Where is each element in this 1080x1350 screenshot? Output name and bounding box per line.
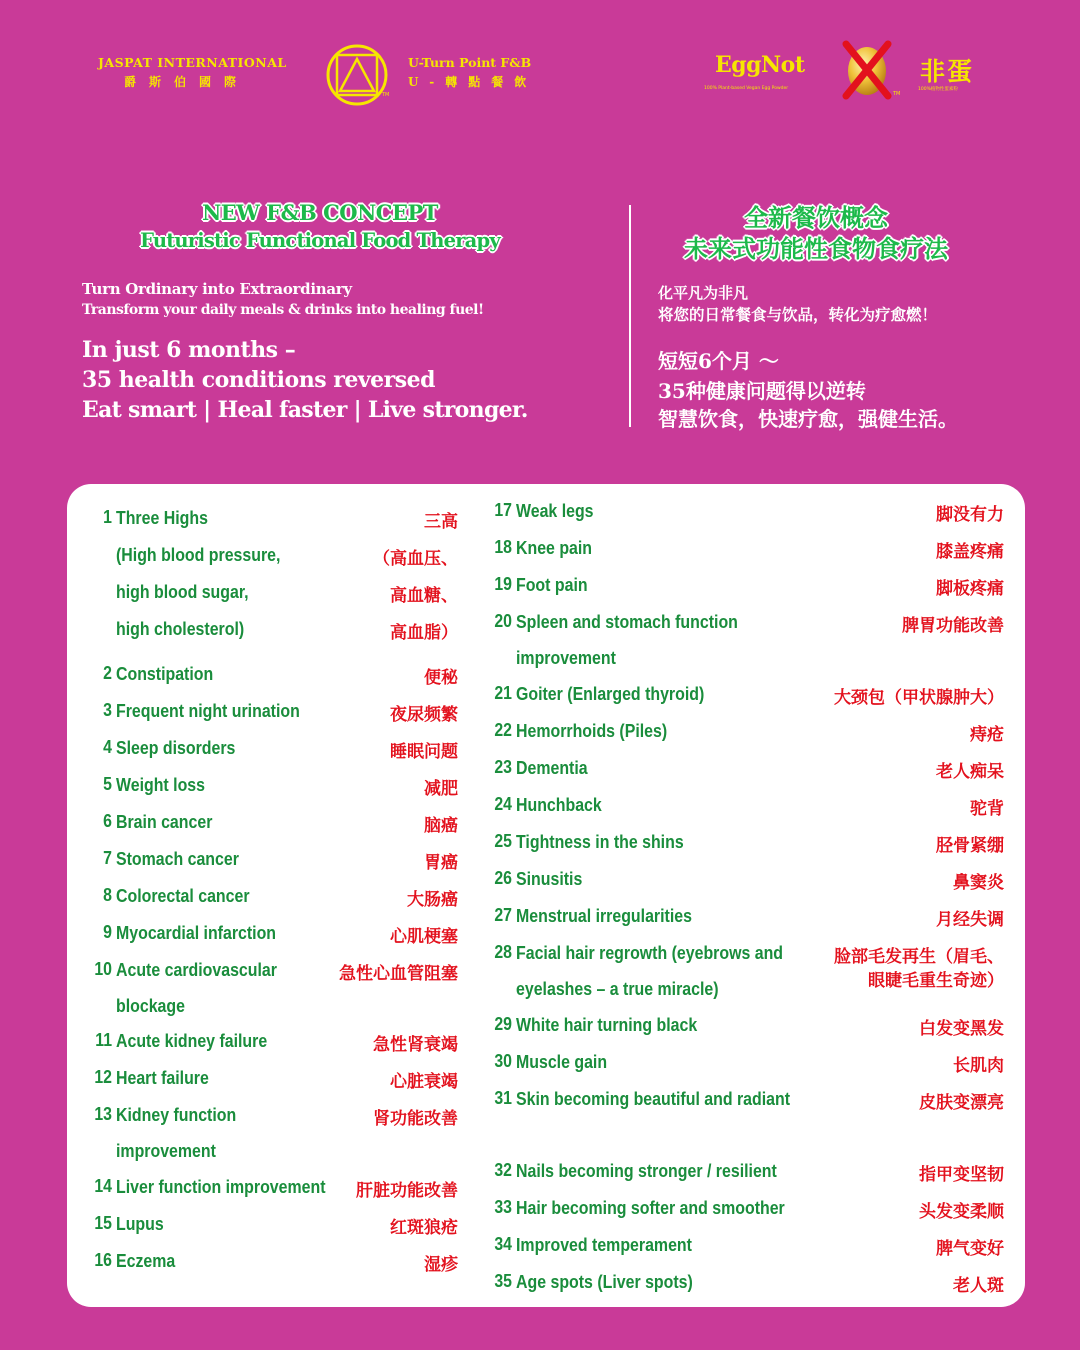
list-item — [88, 1067, 458, 1097]
item-label-en: Spleen and stomach function — [516, 611, 738, 632]
item-number: 13 — [94, 1104, 112, 1124]
heading-en-title: NEW F&B CONCEPT — [202, 200, 438, 225]
item-label-zh: 高血糖、 — [390, 586, 458, 606]
item-number: 35 — [494, 1271, 512, 1291]
item-label-zh: 心肌梗塞 — [390, 927, 458, 947]
list-item — [88, 885, 458, 915]
company-name-zh: 爵斯伯國際 — [124, 75, 250, 89]
item-label-en: high blood sugar, — [116, 581, 249, 602]
list-item — [488, 942, 1004, 999]
list-item — [88, 581, 458, 611]
item-label-zh: 湿疹 — [424, 1255, 458, 1275]
item-label-en: Nails becoming stronger / resilient — [516, 1160, 777, 1181]
claim-en-1: In just 6 months – — [82, 337, 296, 363]
item-label-en: Myocardial infarction — [116, 922, 277, 943]
claim-zh-3: 智慧饮食，快速疗愈，强健生活。 — [658, 407, 958, 431]
item-label-en: Improved temperament — [516, 1234, 692, 1255]
tagline-en-2: Transform your daily meals & drinks into healing fuel! — [82, 302, 484, 318]
item-number: 20 — [494, 611, 512, 631]
item-label-zh: 胃癌 — [424, 853, 458, 873]
item-label-en: Kidney function — [116, 1104, 237, 1125]
list-item — [88, 663, 458, 693]
item-label-zh: 便秘 — [424, 668, 458, 688]
item-number: 11 — [95, 1030, 112, 1050]
item-label-en: Acute kidney failure — [116, 1030, 268, 1051]
item-number: 4 — [103, 737, 112, 757]
tagline-zh-1: 化平凡为非凡 — [658, 284, 749, 302]
item-label-zh: 肾功能改善 — [373, 1109, 458, 1129]
list-item — [88, 700, 458, 730]
item-label-zh: 睡眠问题 — [390, 742, 458, 762]
item-label-zh: 脚没有力 — [936, 505, 1004, 525]
item-label-zh: 驼背 — [970, 799, 1004, 819]
heading-zh-title: 全新餐饮概念 — [744, 203, 888, 232]
item-label-en: Constipation — [116, 663, 214, 684]
list-item — [488, 720, 1004, 750]
list-item — [88, 959, 458, 1016]
item-label-en: Hair becoming softer and smoother — [516, 1197, 785, 1218]
item-number: 32 — [494, 1160, 512, 1180]
item-label-zh: 指甲变坚韧 — [919, 1165, 1004, 1185]
item-label-zh: 脚板疼痛 — [936, 579, 1004, 599]
item-label-zh: 夜尿频繁 — [390, 705, 458, 725]
item-label-en-cont: blockage — [116, 995, 185, 1016]
list-item — [488, 1271, 1004, 1301]
item-number: 2 — [103, 663, 112, 683]
item-number: 14 — [94, 1176, 112, 1196]
item-label-en: Lupus — [116, 1213, 164, 1234]
list-item — [488, 831, 1004, 861]
item-number: 18 — [494, 537, 512, 557]
item-number: 10 — [94, 959, 112, 979]
item-label-en: Hunchback — [516, 794, 602, 815]
list-item — [488, 1014, 1004, 1044]
tagline-zh-2: 将您的日常餐食与饮品，转化为疗愈燃！ — [658, 305, 938, 324]
list-item — [488, 574, 1004, 604]
item-number: 21 — [494, 683, 512, 703]
list-item — [88, 1213, 458, 1243]
item-label-zh: 痔疮 — [970, 725, 1004, 745]
heading-zh-subtitle: 未来式功能性食物食疗法 — [684, 234, 948, 263]
item-label-zh-cont: 眼睫毛重生奇迹） — [868, 971, 1004, 991]
item-label-en: Sleep disorders — [116, 737, 236, 758]
item-number: 5 — [103, 774, 112, 794]
list-item — [88, 774, 458, 804]
item-number: 23 — [494, 757, 512, 777]
item-label-en: Liver function improvement — [116, 1176, 326, 1197]
item-label-zh: （高血压、 — [373, 549, 458, 569]
item-label-zh: 脾气变好 — [936, 1239, 1004, 1259]
feidan-logo: 非蛋 — [920, 57, 975, 86]
list-item — [88, 848, 458, 878]
logo-tm: TM — [382, 92, 390, 98]
item-number: 25 — [494, 831, 512, 851]
item-number: 27 — [494, 905, 512, 925]
item-number: 7 — [103, 848, 112, 868]
list-item — [488, 794, 1004, 824]
list-item — [88, 544, 458, 574]
item-label-zh: 膝盖疼痛 — [936, 542, 1004, 562]
item-label-zh: 白发变黑发 — [919, 1019, 1004, 1039]
item-label-zh: 急性心血管阻塞 — [339, 964, 458, 984]
item-label-zh: 心脏衰竭 — [390, 1072, 458, 1092]
eggnot-logo: EggNot — [715, 52, 805, 78]
item-number: 34 — [494, 1234, 512, 1254]
list-item — [488, 1197, 1004, 1227]
item-label-zh: 长肌肉 — [953, 1056, 1004, 1076]
item-label-zh: 胫骨紧绷 — [936, 836, 1004, 856]
item-label-zh: 脾胃功能改善 — [902, 616, 1004, 636]
list-item — [488, 1088, 1004, 1118]
item-label-zh: 三高 — [424, 512, 458, 532]
item-label-en: high cholesterol) — [116, 618, 245, 639]
item-label-zh: 减肥 — [424, 779, 458, 799]
item-number: 24 — [494, 794, 512, 814]
tagline-en-1: Turn Ordinary into Extraordinary — [82, 280, 352, 298]
list-item — [88, 811, 458, 841]
product-tm: TM — [893, 91, 901, 97]
item-label-en: Hemorrhoids (Piles) — [516, 720, 668, 741]
item-label-zh: 大颈包（甲状腺肿大） — [834, 688, 1004, 708]
item-label-en: Tightness in the shins — [516, 831, 684, 852]
list-item — [488, 1051, 1004, 1081]
item-label-zh: 老人痴呆 — [936, 762, 1004, 782]
item-number: 26 — [494, 868, 512, 888]
list-item — [88, 1030, 458, 1060]
item-label-zh: 老人斑 — [953, 1276, 1004, 1296]
item-number: 8 — [103, 885, 112, 905]
item-label-en: Dementia — [516, 757, 588, 778]
item-number: 1 — [103, 507, 112, 527]
item-label-zh: 大肠癌 — [407, 890, 458, 910]
item-label-zh: 急性肾衰竭 — [373, 1035, 458, 1055]
item-label-en-cont: improvement — [516, 647, 616, 668]
item-label-en: Facial hair regrowth (eyebrows and — [516, 942, 784, 963]
item-number: 6 — [103, 811, 112, 831]
item-label-zh: 头发变柔顺 — [919, 1202, 1004, 1222]
list-item — [488, 757, 1004, 787]
item-label-en: White hair turning black — [516, 1014, 698, 1035]
item-number: 29 — [494, 1014, 512, 1034]
item-label-en: Knee pain — [516, 537, 593, 558]
item-label-en: Age spots (Liver spots) — [516, 1271, 693, 1292]
item-label-en: Muscle gain — [516, 1051, 608, 1072]
item-number: 28 — [494, 942, 512, 962]
list-item — [88, 618, 458, 648]
item-label-en: (High blood pressure, — [116, 544, 281, 565]
item-label-en: Heart failure — [116, 1067, 209, 1088]
list-item — [488, 683, 1004, 713]
item-number: 33 — [494, 1197, 512, 1217]
item-label-zh: 红斑狼疮 — [390, 1218, 458, 1238]
item-label-en: Weak legs — [516, 500, 594, 521]
list-item — [88, 1176, 458, 1206]
item-number: 30 — [494, 1051, 512, 1071]
item-label-zh: 鼻窦炎 — [953, 873, 1004, 893]
item-label-en: Menstrual irregularities — [516, 905, 692, 926]
list-item — [88, 922, 458, 952]
heading-en-subtitle: Futuristic Functional Food Therapy — [140, 229, 500, 252]
item-number: 19 — [494, 574, 512, 594]
claim-en-2: 35 health conditions reversed — [82, 367, 435, 393]
crossed-egg-icon — [838, 38, 896, 100]
item-number: 15 — [94, 1213, 112, 1233]
feidan-subtitle: 100%植物性蛋素粉 — [918, 87, 958, 92]
item-label-zh: 皮肤变漂亮 — [919, 1093, 1004, 1113]
claim-en-3: Eat smart | Heal faster | Live stronger. — [82, 397, 528, 423]
list-item — [488, 1160, 1004, 1190]
list-item — [488, 500, 1004, 530]
jaspat-brand — [98, 55, 308, 90]
company-name-en: JASPAT INTERNATIONAL — [98, 55, 287, 70]
item-label-zh: 高血脂） — [390, 623, 458, 643]
item-label-en: Foot pain — [516, 574, 588, 595]
item-label-en: Acute cardiovascular — [116, 959, 277, 980]
list-item — [488, 611, 1004, 668]
claim-zh-2: 35种健康问题得以逆转 — [658, 379, 866, 403]
partner-name-en: U-Turn Point F&B — [408, 55, 532, 70]
item-label-en: Colorectal cancer — [116, 885, 250, 906]
item-label-zh: 月经失调 — [936, 910, 1004, 930]
item-label-en: Frequent night urination — [116, 700, 300, 721]
item-label-zh: 肝脏功能改善 — [356, 1181, 458, 1201]
item-label-en: Goiter (Enlarged thyroid) — [516, 683, 705, 704]
item-number: 17 — [494, 500, 512, 520]
item-number: 9 — [103, 922, 112, 942]
item-label-en: Sinusitis — [516, 868, 583, 889]
list-item — [88, 1250, 458, 1280]
item-label-en: Eczema — [116, 1250, 176, 1271]
uturn-brand — [408, 55, 568, 90]
item-number: 16 — [94, 1250, 112, 1270]
item-label-en: Skin becoming beautiful and radiant — [516, 1088, 791, 1109]
list-item — [488, 905, 1004, 935]
item-number: 12 — [94, 1067, 112, 1087]
item-label-en: Weight loss — [116, 774, 205, 795]
list-item — [88, 1104, 458, 1161]
partner-name-zh: U-轉點餐飲 — [408, 75, 538, 89]
list-item — [88, 507, 458, 537]
item-label-en: Brain cancer — [116, 811, 213, 832]
item-number: 3 — [103, 700, 112, 720]
list-item — [488, 1234, 1004, 1264]
item-label-en: Three Highs — [116, 507, 208, 528]
item-label-zh: 脑癌 — [424, 816, 458, 836]
item-label-en-cont: eyelashes – a true miracle) — [516, 978, 719, 999]
claim-zh-1: 短短6个月 ～ — [658, 349, 779, 373]
item-number: 22 — [494, 720, 512, 740]
list-item — [488, 868, 1004, 898]
list-item — [488, 537, 1004, 567]
item-number: 31 — [494, 1088, 512, 1108]
list-item — [88, 737, 458, 767]
eggnot-subtitle: 100% Plant-based Vegan Egg Powder — [704, 86, 789, 91]
item-label-en: Stomach cancer — [116, 848, 239, 869]
item-label-zh: 脸部毛发再生（眉毛、 — [834, 947, 1004, 967]
column-divider — [629, 205, 631, 427]
item-label-en-cont: improvement — [116, 1140, 216, 1161]
